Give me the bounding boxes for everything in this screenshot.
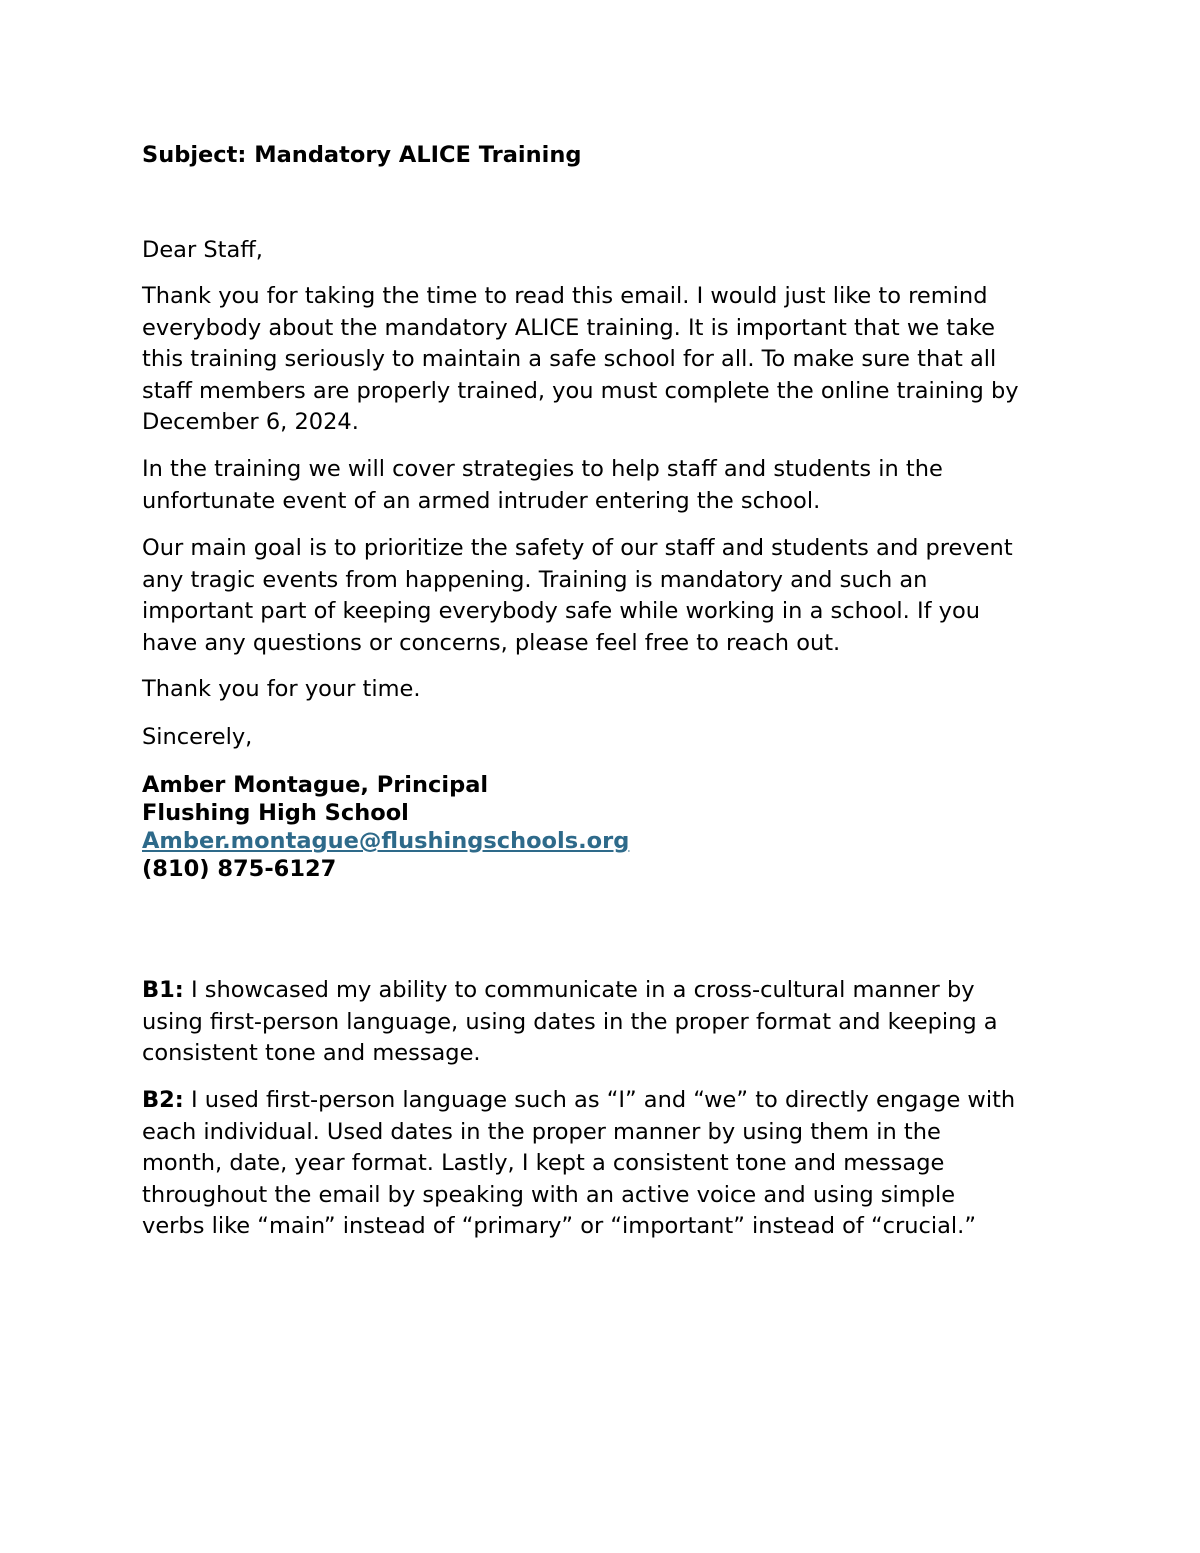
- paragraph-line: Our main goal is to prioritize the safety of our staff and students and prevent: [142, 535, 1013, 561]
- b2-label: B2:: [142, 1087, 184, 1113]
- email-thanks: Thank you for your time.: [142, 676, 421, 702]
- paragraph-line: December 6, 2024.: [142, 409, 359, 435]
- paragraph-line: month, date, year format. Lastly, I kept a consistent tone and message: [142, 1150, 945, 1176]
- document-page: [142, 0, 1072, 1553]
- paragraph-line: [142, 1085, 1015, 1117]
- email-greeting: Dear Staff,: [142, 237, 263, 263]
- paragraph-line: consistent tone and message.: [142, 1040, 481, 1066]
- signature-email-link[interactable]: Amber.montague@flushingschools.org: [142, 828, 630, 854]
- paragraph-line: unfortunate event of an armed intruder entering the school.: [142, 487, 821, 514]
- paragraph-line: using first-person language, using dates in the proper format and keeping a: [142, 1008, 998, 1035]
- signature-phone: (810) 875-6127: [142, 856, 337, 882]
- paragraph-line: have any questions or concerns, please feel free to reach out.: [142, 629, 841, 656]
- paragraph-line: staff members are properly trained, you must complete the online training by: [142, 377, 1019, 404]
- signature-name: Amber Montague, Principal: [142, 772, 489, 798]
- b1-text: I showcased my ability to communicate in a cross-cultural manner by: [183, 977, 975, 1003]
- paragraph-line: throughout the email by speaking with an active voice and using simple: [142, 1181, 956, 1208]
- email-closing: Sincerely,: [142, 724, 253, 750]
- paragraph-line: [142, 975, 975, 1007]
- paragraph-line: In the training we will cover strategies to help staff and students in the: [142, 456, 943, 482]
- b1-label: B1:: [142, 977, 184, 1003]
- signature-school: Flushing High School: [142, 800, 409, 826]
- paragraph-line: Thank you for taking the time to read this email. I would just like to remind: [142, 283, 988, 309]
- paragraph-line: each individual. Used dates in the proper manner by using them in the: [142, 1118, 941, 1145]
- paragraph-line: important part of keeping everybody safe while working in a school. If you: [142, 598, 981, 624]
- paragraph-line: verbs like “main” instead of “primary” or “important” instead of “crucial.”: [142, 1213, 976, 1239]
- paragraph-line: any tragic events from happening. Training is mandatory and such an: [142, 566, 928, 593]
- paragraph-line: this training seriously to maintain a safe school for all. To make sure that all: [142, 346, 997, 372]
- paragraph-line: everybody about the mandatory ALICE training. It is important that we take: [142, 314, 995, 341]
- email-subject: Subject: Mandatory ALICE Training: [142, 142, 582, 168]
- b2-text: I used first-person language such as “I” and “we” to directly engage with: [183, 1087, 1016, 1113]
